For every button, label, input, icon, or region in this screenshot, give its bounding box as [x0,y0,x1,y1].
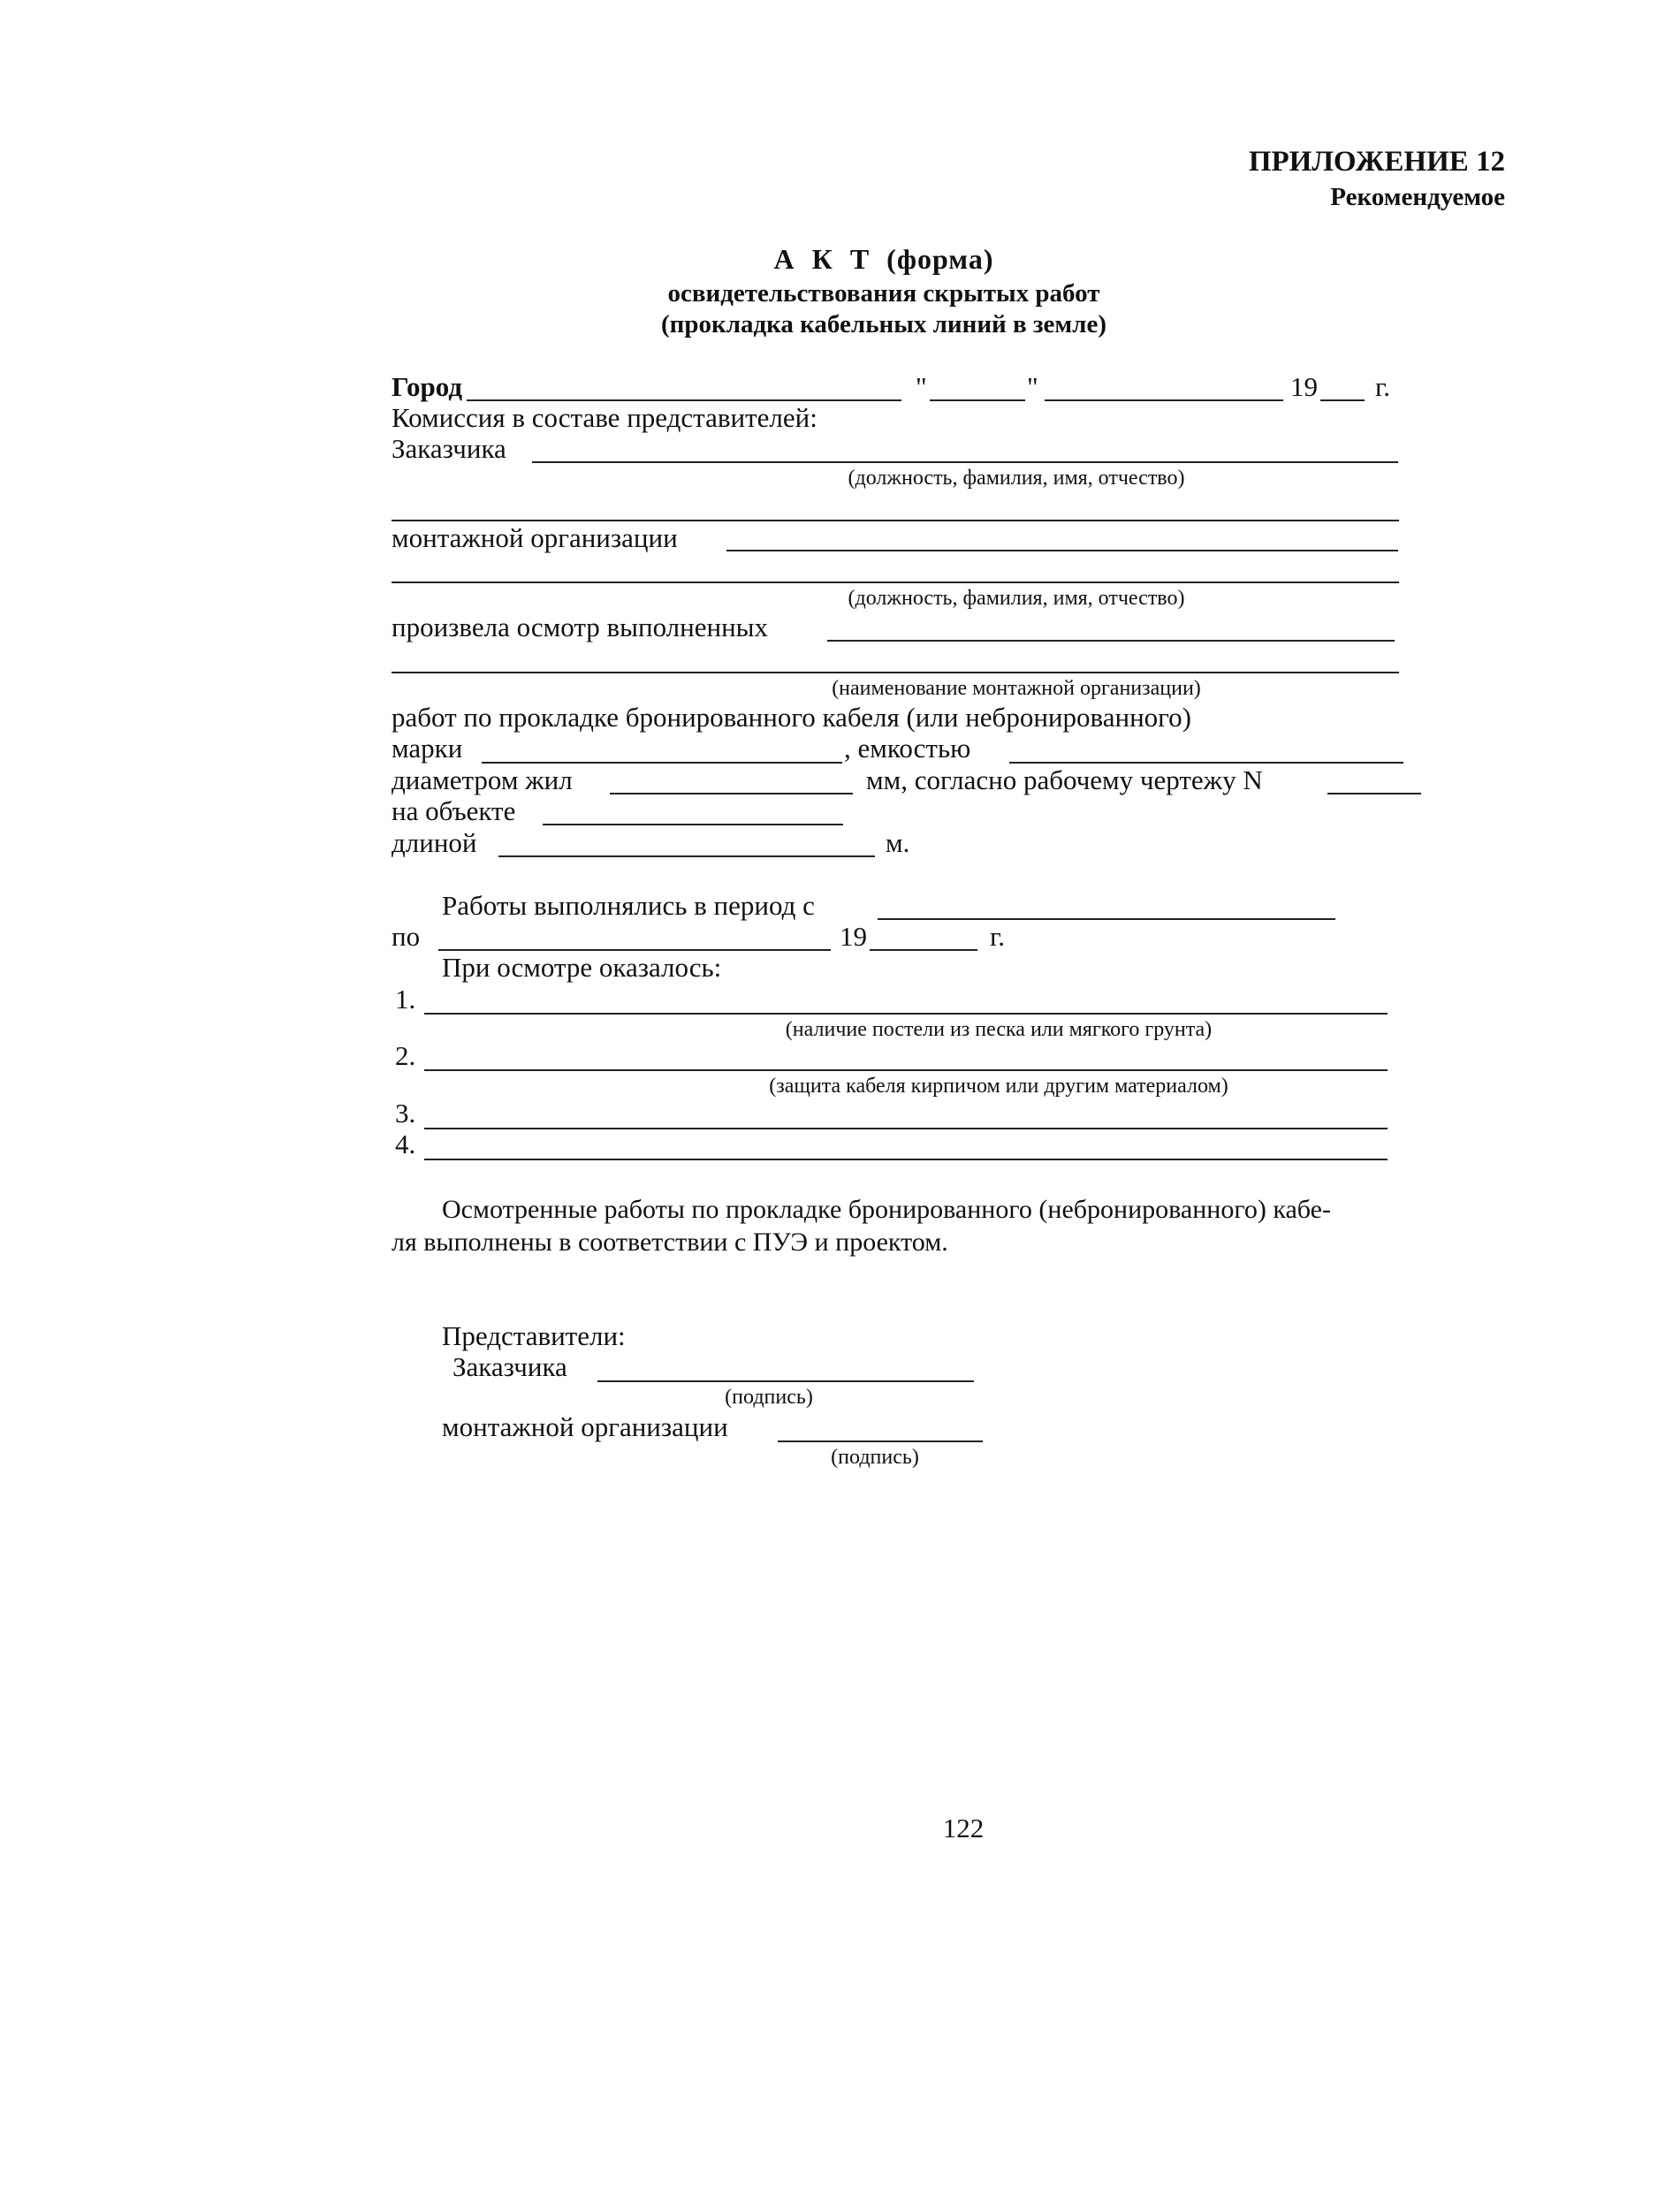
city-label: Город [392,371,463,402]
finding-field[interactable] [424,1159,1388,1160]
signature-installer-field[interactable] [778,1440,983,1442]
findings-label: При осмотре оказалось: [442,952,722,983]
finding-number: 4. [395,1129,416,1159]
quote-close: " [1027,371,1038,402]
capacity-field[interactable] [1009,762,1403,764]
city-field[interactable] [467,399,901,401]
period-year-suffix: г. [990,921,1005,952]
signature-customer-caption: (подпись) [725,1386,813,1409]
works-text: работ по прокладке бронированного кабеля (или небронированного) [392,702,1191,733]
appendix-heading: ПРИЛОЖЕНИЕ 12 [1248,146,1505,178]
act-subtitle-scope: (прокладка кабельных линий в земле) [661,310,1106,338]
installer-caption: (должность, фамилия, имя, отчество) [848,587,1185,610]
recommended-label: Рекомендуемое [1330,183,1505,211]
signature-customer-label: Заказчика [452,1351,567,1382]
object-label: на объекте [392,795,516,826]
finding-number: 2. [395,1040,416,1071]
drawing-text: мм, согласно рабочему чертежу N [866,764,1263,795]
customer-label: Заказчика [392,433,506,464]
brand-field[interactable] [482,762,842,764]
installer-field[interactable] [726,550,1398,551]
installer-field-cont[interactable] [392,582,1399,583]
year-prefix: 19 [1290,371,1318,402]
finding-field[interactable] [424,1013,1388,1015]
signature-installer-caption: (подпись) [831,1446,919,1469]
finding-caption: (наличие постели из песка или мягкого грунта) [785,1018,1213,1041]
drawing-number-field[interactable] [1327,793,1421,794]
finding-field[interactable] [424,1069,1388,1071]
act-subtitle: освидетельствования скрытых работ [667,279,1100,308]
page-number: 122 [942,1813,985,1843]
length-unit: м. [886,827,910,858]
year-field[interactable] [1320,399,1365,401]
capacity-label: , емкостью [844,733,971,764]
finding-field[interactable] [424,1128,1388,1129]
finding-number: 1. [395,984,416,1015]
year-suffix: г. [1375,371,1390,402]
finding-number: 3. [395,1098,416,1129]
inspection-field-cont[interactable] [392,672,1399,673]
signature-installer-label: монтажной организации [442,1411,728,1442]
quote-open: " [916,371,927,402]
period-year-field[interactable] [870,949,977,951]
conclusion-line-2: ля выполнены в соответствии с ПУЭ и проектом. [392,1228,948,1257]
period-year-prefix: 19 [840,921,867,952]
org-caption: (наименование монтажной организации) [832,677,1201,700]
conclusion-line-1: Осмотренные работы по прокладке бронированного (небронированного) кабе- [442,1195,1331,1224]
signature-customer-field[interactable] [597,1380,974,1382]
inspection-field[interactable] [827,640,1395,642]
period-label: Работы выполнялись в период с [442,890,815,921]
diameter-field[interactable] [610,793,853,794]
month-field[interactable] [1045,399,1283,401]
customer-caption: (должность, фамилия, имя, отчество) [848,467,1185,490]
finding-caption: (защита кабеля кирпичом или другим материалом) [769,1075,1228,1098]
act-title: А К Т (форма) [773,243,994,275]
period-start-field[interactable] [878,918,1335,920]
length-label: длиной [392,827,477,858]
customer-field-cont[interactable] [392,520,1399,521]
customer-field[interactable] [532,461,1398,463]
brand-label: марки [392,733,463,764]
installer-label: монтажной организации [392,522,678,553]
commission-label: Комиссия в составе представителей: [392,402,817,433]
diameter-label: диаметром жил [392,764,573,795]
length-field[interactable] [498,855,875,857]
object-field[interactable] [543,824,843,825]
period-to-label: по [392,921,421,952]
day-field[interactable] [930,399,1025,401]
inspection-label: произвела осмотр выполненных [392,612,769,642]
period-end-field[interactable] [438,949,831,951]
representatives-label: Представители: [442,1320,626,1351]
